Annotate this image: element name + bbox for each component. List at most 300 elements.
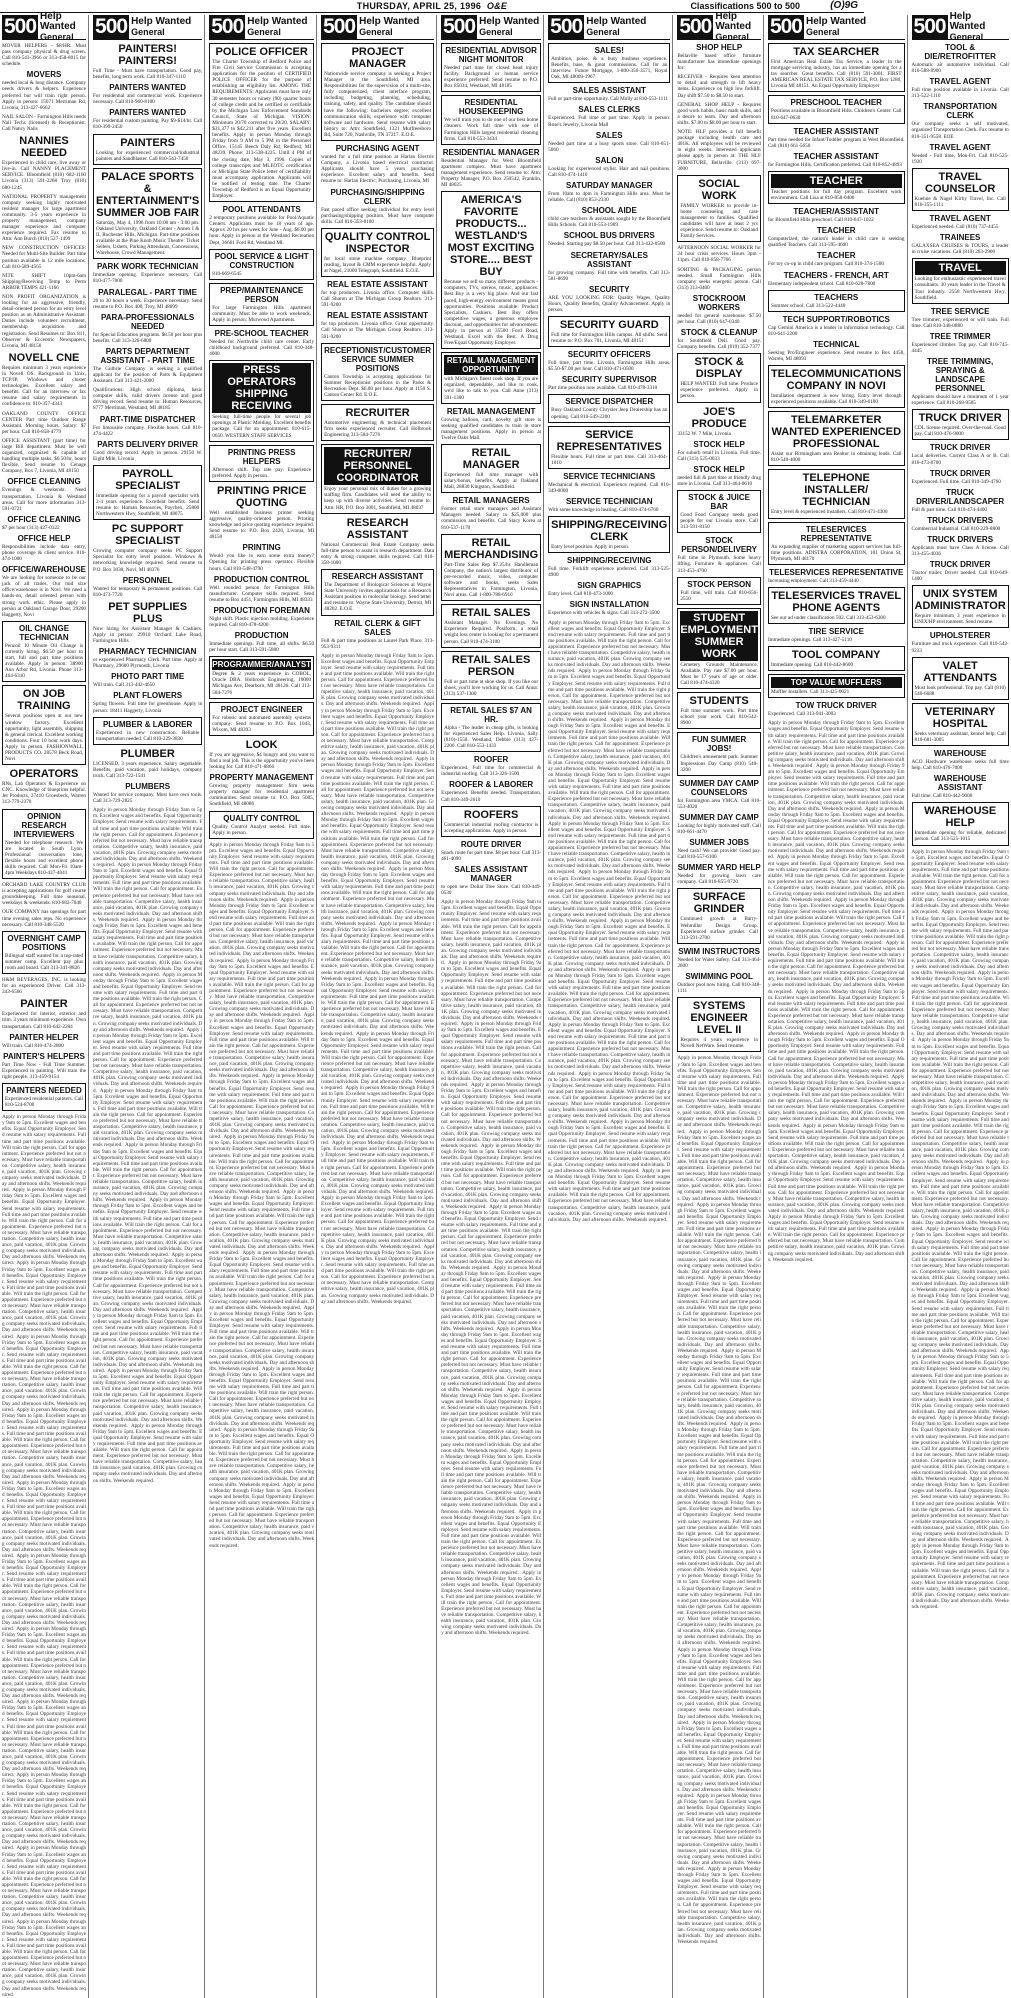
- ad-body: Seeking full-time people for several job openings at Plastic Molding. Excellent benefits package. Call for an appointment. 810-615-0650. WESTERN STAFF SERVICES: [212, 414, 312, 439]
- classified-ad: [321, 228, 434, 277]
- ad-body: for top producers. Livonia office. Great opportunity. Call Sharon at The Michigan Group Realtors. 313-591-9200: [321, 321, 435, 340]
- ad-body: Immediate openings. Full time, all shifts. $6.50 per hour start. Call 313-591-5800: [209, 641, 315, 654]
- classified-ad: [768, 271, 905, 287]
- ad-body: Well rounded person for Farmington Hills manufacturer. Computer skills required. Send resume to Box 4451, Farmington Hills, MI 48333: [209, 584, 315, 603]
- ad-body: The Charter Township of Redford Police and Fire Civil Service Commission is accepting applications for the position of CERTIFIED POLICE OFFICER for the purpose of establishing an eligibility list. AMONG THE REQUIREMENTS: Applicants must have only 30 semester hours or ninety (90) quarter hours of college credit and be certified or certifiable by the Michigan Law Enforcement Standards Council, State of Michigan. VISION: Minimum 20/70 corrected to 20/20. SALARY: $31,377 to $42,211 after five years. Excellent benefits. Apply in person Monday through Friday from 9 AM to 5 PM in the Personnel Office, 15145 Beech Daly Rd, Redford, MI 48239. Phone: 313-538-4225. Until 4 PM of the closing date, May 3, 1996. Copies of college transcripts and MLEOTC certification or Michigan State Police letter of certifiability must accompany application. Applicants will be notified of testing date. The Charter Township of Redford is an Equal Opportunity Employer.: [212, 59, 312, 200]
- ad-heading: PLUMBER & LABORER: [102, 719, 193, 729]
- classified-ad: [677, 353, 761, 402]
- banner-line2: General: [715, 32, 749, 42]
- ad-heading: TRANSPORTATION CLERK: [923, 102, 997, 121]
- ad-heading: PLANT FLOWERS: [113, 691, 183, 701]
- ad-heading: SALES: [595, 130, 623, 140]
- ad-body: OFFICE ASSISTANT (part time) for large Bill department. Must be well organized, organized & capable of handling multiple tasks. $6.50/hr, hours flexible. Send resume to Cenage Company, Box 7, Livonia, MI 48150: [2, 437, 87, 475]
- ad-body: RNs, Lab Operators & Experience on CNC. Knowledge of blueprints helpful. Jet Products, 27410 Groesbeck, Warren 313-779-2370: [2, 781, 87, 806]
- classified-ad: [93, 576, 202, 598]
- ad-heading: TEACHER: [816, 251, 856, 261]
- classified-ad: [209, 360, 314, 441]
- ad-heading: SECURITY OFFICERS: [567, 350, 651, 360]
- ad-heading: OPERATORS: [9, 768, 79, 781]
- ad-body: The Department of Biological Sciences at Wayne State University invites applications for a Research Assistant position in molecular biology. Send letter and resume to: Wayne State University, Detroit, MI 48202. E.O.E.: [324, 582, 432, 613]
- ad-body: Full time summer work. Part time school year work. Call 810-542-8900: [680, 708, 758, 727]
- ad-body: Automotive engineering & technical placement firm seeks experienced recruiter. Call Holbrook Engineering 313-584-7276: [324, 420, 432, 439]
- ad-body: Entry level. Call 810-473-1000: [548, 591, 614, 598]
- ad-heading: PAINTERS WANTED: [109, 83, 186, 93]
- classified-ad: [93, 313, 202, 344]
- banner-line1: Help Wanted: [40, 11, 76, 32]
- classified-ad: [209, 702, 314, 736]
- classified-ad: [677, 175, 761, 243]
- classified-ad: [93, 691, 202, 713]
- ad-body: 810-669-6545: [212, 270, 242, 277]
- classified-ad: [912, 535, 1009, 557]
- ad-body: Needed for Northville child care center. Early childhood background preferred. Call 810-348-4000: [209, 339, 315, 358]
- column-filler-text: Apply in person Monday through Friday 9am to 5pm. Excellent wages and benefits. Equal Opportunity Employer. Send resume with salary requirements. Full time and part time positions available. Will train the right person. Call for appointment. Experience preferred but not necessary. Must have reliable transportation. Competitive salary, health insurance, paid vacation, 401K plan. Growing company seeks motivated individuals. Day and afternoon shifts. Weekends required. Apply in person Monday through Friday 9am to 5pm. Excellent wages and benefits. Equal Opportunity Employer. Send resume with salary requirements. Full time and part time positions available. Will train the right person. Call for appointment. Experience preferred but not necessary. Must have reliable transportation. Competitive salary, health insurance, paid vacation, 401K plan. Growing company seeks motivated individuals. Day and afternoon shifts. Weekends required. Apply in person Monday through Friday 9am to 5pm. Excellent wages and benefits. Equal Opportunity Employer. Send resume with salary requirements. Full time and part time positions available. Will train the right person. Call for appointment. Experience preferred but not necessary. Must have reliable transportation. Competitive salary, health insurance, paid vacation, 401K plan. Growing company seeks motivated individuals. Day and afternoon shifts. Weekends required. Apply in person Monday through Friday 9am to 5pm. Excellent wages and benefits. Equal Opportunity Employer. Send resume with salary requirements. Full time and part time positions available. Will train the right person. Call for appointment. Experience preferred but not necessary. Must have reliable transportation. Competitive salary, health insurance, paid vacation, 401K plan. Growing company seeks motivated individuals. Day and afternoon shifts. Weekends required. Apply in person Monday through Friday 9am to 5pm. Excellent wages and benefits. Equal Opportunity Employer. Send resume with salary requirements. Full time and part time positions available. Will train the right person. Call for appointment. Experience preferred but not necessary. Must have reliable transportation. Competitive salary, health insurance, paid vacation, 401K plan. Growing company seeks motivated individuals. Day and afternoon shifts. Weekends required. Apply in person Monday through Friday 9am to 5pm. Excellent wages and benefits. Equal Opportunity Employer. Send resume with salary requirements. Full time and part time positions available. Will train the right person. Call for appointment. Experience preferred but not necessary. Must have reliable transportation. Competitive salary, health insurance, paid vacation, 401K plan. Growing company seeks motivated individuals. Day and afternoon shifts. Weekends required. Apply in person Monday through Friday 9am to 5pm. Excellent wages and benefits. Equal Opportunity Employer. Send resume with salary requirements. Full time and part time positions available. Will train the right person. Call for appointment. Experience preferred but not necessary. Must have reliable transportation. Competitive salary, health insurance, paid vacation, 401K plan. Growing company seeks motivated individuals. Day and afternoon shifts. Weekends required. Apply in person Monday through Friday 9am to 5pm. Excellent wages and benefits. Equal Opportunity Employer. Send resume with salary requirements. Full time and part time positions available. Will train the right person. Call for appointment. Experience preferred but not necessary. Must have reliable transportation. Competitive salary, health insurance, paid vacation, 401K plan. Growing company seeks motivated individuals. Day and afternoon shifts. Weekends required. Apply in person Monday through Friday 9am to 5pm. Excellent wages and benefits. Equal Opportunity Employer. Send resume with salary requirements. Full time and part time positions available. Will train the right person. Call for appointment. Experience preferred but not necessary. Must have reliable transportation. Competitive salary, health insurance, paid vacation, 401K plan. Growing company seeks motivated individuals. Day and afternoon shifts. Weekends required. Apply in person Monday through Friday 9am to 5pm. Excellent wages and benefits. Equal Opportunity Employer. Send resume with salary requirements. Full time and part time positions available. Will train the right person. Call for appointment. Experience preferred but not necessary. Must have reliable transportation. Competitive salary, health insurance, paid vacation, 401K plan. Growing company seeks motivated individuals. Day and afternoon shifts. Weekends required. Apply in person Monday through Friday 9am to 5pm. Excellent wages and benefits. Equal Opportunity Employer. Send resume with salary requirements. Full time and part time positions available. Will train the right person. Call for appointment. Experience preferred but not necessary. Must have reliable transportation. Competitive salary, health insurance, paid vacation, 401K plan. Growing company seeks motivated individuals. Day and afternoon shifts. Weekends required. Apply in person Monday through Friday 9am to 5pm. Excellent wages and benefits. Equal Opportunity Employer. Send resume with salary requirements. Full time and part time positions available. Will train the right person. Call for appointment. Experience preferred but not necessary. Must have reliable transportation. Competitive salary, health insurance, paid vacation, 401K plan. Growing company seeks motivated individuals. Day and afternoon shifts. Weekends required.: [911, 848, 1011, 1611]
- banner-line1: Help Wanted: [247, 16, 308, 27]
- classified-ad: [209, 739, 314, 770]
- ad-body: Requires minimum 3 years experience in Novell OS. Background in Unix, TCP/IP, Windows and cluster technologies. Excellent salary and benefits. Call for an interview or fax resume and salary requirements in confidence to: 810-357-4343: [2, 364, 87, 408]
- ad-body: Full or part time at shoe shop. If you like our shoes, you'll love working for us. Call Anna: (313) 537-1300: [444, 678, 539, 697]
- ad-body: Experienced for interior, exterior and trim. 3 years minimum experience. Own transportation. Call 810-642-2284: [2, 1011, 87, 1030]
- ad-body: Former retail store managers and Assistant Managers needed. Salary to $25,000 plus commission and benefits. Call Stacy Korea at 810-537-1170: [441, 506, 542, 531]
- ad-body: Our company seeks a self motivated, organized Transportation Clerk. Fax resume to 810-351-9558. EOE: [911, 121, 1009, 140]
- ad-body: Requires 4 years experience in Novell NetWare. Send resume.: [680, 1037, 758, 1050]
- ad-heading: SHOP HELP: [696, 43, 743, 52]
- ad-body: for growing company. Full time with benefits. Call 313-581-8690: [548, 269, 671, 282]
- classified-ad: [209, 329, 314, 357]
- classified-ad: [548, 43, 670, 83]
- ad-body: Evenings & weekends. Need transportation. Livonia & Westland areas. Call for more information 313-591-0721: [2, 487, 87, 512]
- ad-heading: PLUMBERS: [125, 782, 171, 792]
- ad-body: Experienced. Full time or part time. Apply in person: Rose's Jewelry, Livonia Mall: [548, 115, 671, 128]
- banner-number: 500: [323, 15, 356, 38]
- ad-body: Full Time - Must have transportation. Good pay, benefits, long term work. Call 810-347-1110: [93, 68, 203, 81]
- ad-heading: PART-TIME DISPATCHER: [99, 414, 196, 424]
- banner-number: 500: [769, 15, 802, 38]
- ad-heading: RETAIL MANAGERS: [452, 496, 530, 506]
- ad-body: to open new Dollar Tree Store. Call 810-449-0530: [441, 884, 542, 897]
- ad-body: $7 per hour (313) 427-0322: [2, 524, 60, 531]
- classified-ad: [912, 143, 1009, 165]
- paper-name: O&E: [486, 1, 508, 11]
- classified-ad: [912, 43, 1009, 74]
- ad-heading: QUALITY CONTROL: [223, 813, 301, 823]
- section-banner: [677, 11, 761, 42]
- ad-body: Cemetery Grounds Maintenance. Available. Pay rate $7.00 per hour. Must be 17 years of age or older. Call 810-474-4320: [680, 661, 758, 687]
- ad-heading: PARTS DEPARTMENT ASSISTANT - PART TIME: [100, 346, 195, 365]
- classified-ad: [93, 782, 202, 804]
- classified-ad: [441, 780, 541, 802]
- classified-ad: [209, 43, 314, 202]
- ad-heading: PALACE SPORTS & ENTERTAINMENT'S SUMMER JOB FAIR: [96, 170, 200, 219]
- ad-body: for local stone machine company. Blueprint reading, layout & CMM experience helpful. Apply at Nagel, 21000 Telegraph, Southfield. E.O.E.: [324, 255, 432, 274]
- classified-ad: [441, 95, 541, 144]
- classified-ad: [2, 534, 86, 562]
- classified-ad: [912, 585, 1009, 628]
- classified-ad: [912, 332, 1009, 354]
- ad-body: Immediate opening for a payroll specialist with 2-4 years experience. Excellent benefits. Send resume to: Human Resources, Paychex, 25800 Northwestern Hwy, Southfield, MI 48075: [96, 492, 200, 518]
- column-filler-text: Apply in person Monday through Friday 9am to 5pm. Excellent wages and benefits. Equal Opportunity Employer. Send resume with salary requirements. Full time and part time positions available. Will train the right person. Call for appointment. Experience preferred but not necessary. Must have reliable transportation. Competitive salary, health insurance, paid vacation, 401K plan. Growing company seeks motivated individuals. Day and afternoon shifts. Weekends required. Apply in person Monday through Friday 9am to 5pm. Excellent wages and benefits. Equal Opportunity Employer. Send resume with salary requirements. Full time and part time positions available. Will train the right person. Call for appointment. Experience preferred but not necessary. Must have reliable transportation. Competitive salary, health insurance, paid vacation, 401K plan. Growing company seeks motivated individuals. Day and afternoon shifts. Weekends required. Apply in person Monday through Friday 9am to 5pm. Excellent wages and benefits. Equal Opportunity Employer. Send resume with salary requirements. Full time and part time positions available. Will train the right person. Call for appointment. Experience preferred but not necessary. Must have reliable transportation. Competitive salary, health insurance, paid vacation, 401K plan. Growing company seeks motivated individuals. Day and afternoon shifts. Weekends required. Apply in person Monday through Friday 9am to 5pm. Excellent wages and benefits. Equal Opportunity Employer. Send resume with salary requirements. Full time and part time positions available. Will train the right person. Call for appointment. Experience preferred but not necessary. Must have reliable transportation. Competitive salary, health insurance, paid vacation, 401K plan. Growing company seeks motivated individuals. Day and afternoon shifts. Weekends required. Apply in person Monday through Friday 9am to 5pm. Excellent wages and benefits. Equal Opportunity Employer. Send resume with salary requirements. Full time and part time positions available. Will train the right person. Call for appointment. Experience preferred but not necessary. Must have reliable transportation. Competitive salary, health insurance, paid vacation, 401K plan. Growing company seeks motivated individuals. Day and afternoon shifts. Weekends required. Apply in person Monday through Friday 9am to 5pm. Excellent wages and benefits. Equal Opportunity Employer. Send resume with salary requirements. Full time and part time positions available. Will train the right person. Call for appointment. Experience preferred but not necessary. Must have reliable transportation. Competitive salary, health insurance, paid vacation, 401K plan. Growing company seeks motivated individuals. Day and afternoon shifts. Weekends required. Apply in person Monday through Friday 9am to 5pm. Excellent wages and benefits. Equal Opportunity Employer. Send resume with salary requirements. Full time and part time positions available. Will train the right person. Call for appointment. Experience preferred but not necessary. Must have reliable transportation. Competitive salary, health insurance, paid vacation, 401K plan. Growing company seeks motivated individuals. Day and afternoon shifts. Weekends required. Apply in person Monday through Friday 9am to 5pm. Excellent wages and benefits. Equal Opportunity Employer. Send resume with salary requirements. Full time and part time positions available. Will train the right person. Call for appointment. Experience preferred but not necessary. Must have reliable transportation. Competitive salary, health insurance, paid vacation, 401K plan. Growing company seeks motivated individuals. Day and afternoon shifts. Weekends required. Apply in person Monday through Friday 9am to 5pm. Excellent wages and benefits. Equal Opportunity Employer. Send resume with salary requirements. Full time and part time positions available. Will train the right person. Call for appointment. Experience preferred but not necessary. Must have reliable transportation. Competitive salary, health insurance, paid vacation, 401K plan. Growing company seeks motivated individuals. Day and afternoon shifts. Weekends required. Apply in person Monday through Friday 9am to 5pm. Excellent wages and benefits. Equal Opportunity Employer. Send resume with salary requirements. Full time and part time positions available. Will train the right person. Call for appointment. Experience preferred but not necessary. Must have reliable transportation. Competitive salary, health insurance, paid vacation, 401K plan. Growing company seeks motivated individuals. Day and afternoon shifts. Weekends required. Apply in person Monday through Friday 9am to 5pm. Excellent wages and benefits. Equal Opportunity Employer. Send resume with salary requirements. Full time and part time positions available. Will train the right person. Call for appointment. Experience preferred but not necessary. Must have reliable transportation. Competitive salary, health insurance, paid vacation, 401K plan. Growing company seeks motivated individuals. Day and afternoon shifts. Weekends required. Apply in person Monday through Friday 9am to 5pm. Excellent wages and benefits. Equal Opportunity Employer. Send resume with salary requirements. Full time and part time positions available. Will train the right person. Call for appointment. Experience preferred but not necessary. Must have reliable transportation. Competitive salary, health insurance, paid vacation, 401K plan. Growing company seeks motivated individuals. Day and afternoon shifts. Weekends required.: [767, 720, 908, 1263]
- ad-body: Good Food Company needs good people for our Livonia store. Call 313-591-8150: [680, 512, 758, 531]
- ad-body: 2 temporary positions available for Pool/Aquatic Centers. Applicants must be 18 years of age. Approx 20 hrs per week for June - Aug. $6.00 per hour. Apply in person at the Westland Recreation Dept, 36601 Ford Rd, Westland MI.: [209, 215, 315, 246]
- classified-ad: [93, 465, 202, 520]
- ad-body: For large Farmington Hills apartment community. Must be able to work weekends. Apply in person: Murwood Apartments.: [212, 304, 312, 323]
- ad-heading: OFFICE/WAREHOUSE: [2, 565, 87, 575]
- ad-body: for top producers. Livonia office. Computer skills. Call Sharon at The Michigan Group Realtors. 313-591-9200: [321, 290, 435, 309]
- ad-heading: TRUCK DRIVER: [929, 443, 991, 453]
- ad-heading: RETAIL MANAGEMENT: [446, 406, 536, 416]
- ad-body: Well established business printer seeking aggressive, quality-oriented person. Printing knowledge and price quoting experience required. Send resume to: P.O. Box 2420, Livonia, MI 48150: [209, 509, 315, 541]
- classified-ad: [2, 70, 86, 110]
- ad-body: Full time, part time. Livonia, Farmington Hills areas. $5.50-$7.00 per hour. Call 810-471-0500: [548, 360, 671, 373]
- column-filler-text: Apply in person Monday through Friday 9am to 5pm. Excellent wages and benefits. Equal Opportunity Employer. Send resume with salary requirements. Full time and part time positions available. Will train the right person. Call for appointment. Experience preferred but not necessary. Must have reliable transportation. Competitive salary, health insurance, paid vacation, 401K plan. Growing company seeks motivated individuals. Day and afternoon shifts. Weekends required. Apply in person Monday through Friday 9am to 5pm. Excellent wages and benefits. Equal Opportunity Employer. Send resume with salary requirements. Full time and part time positions available. Will train the right person. Call for appointment. Experience preferred but not necessary. Must have reliable transportation. Competitive salary, health insurance, paid vacation, 401K plan. Growing company seeks motivated individuals. Day and afternoon shifts. Weekends required. Apply in person Monday through Friday 9am to 5pm. Excellent wages and benefits. Equal Opportunity Employer. Send resume with salary requirements. Full time and part time positions available. Will train the right person. Call for appointment. Experience preferred but not necessary. Must have reliable transportation. Competitive salary, health insurance, paid vacation, 401K plan. Growing company seeks motivated individuals. Day and afternoon shifts. Weekends required. Apply in person Monday through Friday 9am to 5pm. Excellent wages and benefits. Equal Opportunity Employer. Send resume with salary requirements. Full time and part time positions available. Will train the right person. Call for appointment. Experience preferred but not necessary. Must have reliable transportation. Competitive salary, health insurance, paid vacation, 401K plan. Growing company seeks motivated individuals. Day and afternoon shifts. Weekends required. Apply in person Monday through Friday 9am to 5pm. Excellent wages and benefits. Equal Opportunity Employer. Send resume with salary requirements. Full time and part time positions available. Will train the right person. Call for appointment. Experience preferred but not necessary. Must have reliable transportation. Competitive salary, health insurance, paid vacation, 401K plan. Growing company seeks motivated individuals. Day and afternoon shifts. Weekends required. Apply in person Monday through Friday 9am to 5pm. Excellent wages and benefits. Equal Opportunity Employer. Send resume with salary requirements. Full time and part time positions available. Will train the right person. Call for appointment. Experience preferred but not necessary. Must have reliable transportation. Competitive salary, health insurance, paid vacation, 401K plan. Growing company seeks motivated individuals. Day and afternoon shifts. Weekends required. Apply in person Monday through Friday 9am to 5pm. Excellent wages and benefits. Equal Opportunity Employer. Send resume with salary requirements. Full time and part time positions available. Will train the right person. Call for appointment. Experience preferred but not necessary. Must have reliable transportation. Competitive salary, health insurance, paid vacation, 401K plan. Growing company seeks motivated individuals. Day and afternoon shifts. Weekends required. Apply in person Monday through Friday 9am to 5pm. Excellent wages and benefits. Equal Opportunity Employer. Send resume with salary requirements. Full time and part time positions available. Will train the right person. Call for appointment. Experience preferred but not necessary. Must have reliable transportation. Competitive salary, health insurance, paid vacation, 401K plan. Growing company seeks motivated individuals. Day and afternoon shifts. Weekends required. Apply in person Monday through Friday 9am to 5pm. Excellent wages and benefits. Equal Opportunity Employer. Send resume with salary requirements. Full time and part time positions available. Will train the right person. Call for appointment. Experience preferred but not necessary. Must have reliable transportation. Competitive salary, health insurance, paid vacation, 401K plan. Growing company seeks motivated individuals. Day and afternoon shifts. Weekends required. Apply in person Monday through Friday 9am to 5pm. Excellent wages and benefits. Equal Opportunity Employer. Send resume with salary requirements. Full time and part time positions available. Will train the right person. Call for appointment. Experience preferred but not necessary. Must have reliable transportation. Competitive salary, health insurance, paid vacation, 401K plan. Growing company seeks motivated individuals. Day and afternoon shifts. Weekends required. Apply in person Monday through Friday 9am to 5pm. Excellent wages and benefits. Equal Opportunity Employer. Send resume with salary requirements. Full time and part time positions available. Will train the right person. Call for appointment. Experience preferred but not necessary. Must have reliable transportation. Competitive salary, health insurance, paid vacation, 401K plan. Growing company seeks motivated individuals. Day and afternoon shifts. Weekends required. Apply in person Monday through Friday 9am to 5pm. Excellent wages and benefits. Equal Opportunity Employer. Send resume with salary requirements. Full time and part time positions available. Will train the right person. Call for appointment. Experience preferred but not necessary. Must have reliable transportation. Competitive salary, health insurance, paid vacation, 401K plan. Growing company seeks motivated individuals. Day and afternoon shifts. Weekends required.: [93, 807, 204, 1484]
- ad-heading: PAYROLL SPECIALIST: [115, 467, 181, 492]
- banner-number: 500: [211, 15, 244, 38]
- banner-line2: General: [40, 32, 74, 42]
- ad-body: For limousine company. Flexible hours. Call 810-474-4422: [93, 424, 203, 437]
- ad-body: Needed part time for closed head injury facility. Background or human service experience preferred. Send resume to P.O. Box 85034, Westland, MI 48185: [444, 65, 539, 90]
- ad-body: Needed. Starting pay $8.50 per hour. Call 313-422-0500: [548, 241, 666, 248]
- ad-body: We are looking for someone to be our jack of all trades. Our mid size office/warehouse is in Novi. We need a hands-on, detail oriented person with strong work ethic. Please apply in person at Oakland Garage Door, 29200 Haggerty, Novi: [2, 575, 87, 618]
- ad-body: Increasing employment. Call 313-459-4440: [767, 577, 859, 584]
- classified-ad: [677, 129, 761, 172]
- banner-number: 500: [95, 15, 128, 38]
- ad-body: NATIONAL PROPERTY management company seeking highly motivated resident manager for large apartment community. 3-5 years experience in property management, company manager experience and computer experience required. Fax resume to Attn: Ann Burch (810) 527-1499: [2, 193, 87, 243]
- ad-body: An expanding supplier of marketing support services has full-time positions. ADISTRA CORPORATION, 101 Union St, Plymouth, MI 48170: [770, 543, 902, 562]
- ad-body: Needed for Water Safety. Call 313-464-2600: [677, 956, 761, 969]
- classified-ad: [768, 171, 905, 204]
- classified-ad: [441, 703, 541, 752]
- ad-body: for Special Education programs. $8.50 per hour plus benefits. Call 313-326-6800: [93, 331, 203, 344]
- classified-ad: [2, 43, 86, 67]
- classified-columns: [2, 11, 1011, 1998]
- ad-heading: WAREHOUSE HELP: [924, 805, 997, 830]
- ad-body: Immediate opening for reliable, dedicated person. Call 313-525-1015: [914, 830, 1006, 843]
- banner-line2: General: [949, 32, 984, 42]
- classified-ad: [677, 972, 761, 994]
- ad-body: Assist our Birmingham area Realtor in obtaining leads. Call 810-540-4000: [770, 451, 902, 464]
- ad-heading: TRAVEL COUNSELOR: [925, 170, 996, 195]
- page-code: (O)9G: [830, 0, 858, 11]
- ad-heading: ROOFER & LABORER: [449, 780, 534, 790]
- classified-ad: [768, 646, 905, 671]
- ad-heading: SALES CLERKS: [578, 105, 641, 115]
- classified-ad: [768, 207, 905, 223]
- classified-ad: [768, 251, 905, 267]
- classified-ad: [321, 280, 434, 308]
- ad-body: Children's amusement park. Summer Impressions Day Camp (810) 540-3200: [680, 754, 758, 773]
- ad-heading: PHOTO PART TIME: [111, 672, 185, 682]
- classified-column: [93, 15, 205, 1998]
- banner-line2: General: [479, 27, 513, 37]
- classified-ad: [441, 148, 541, 188]
- ad-body: Tree trimmer, experienced or will train. Full time. Call 810-348-0880: [911, 316, 1009, 329]
- classified-ad: [2, 685, 86, 765]
- classified-ad: [677, 692, 761, 729]
- ad-body: With some knowledge in heating. Call 810-474-6760: [548, 507, 659, 513]
- ad-heading: TECH SUPPORT/ROBOTICS: [782, 314, 890, 324]
- ad-heading: TIRE SERVICE: [808, 627, 864, 636]
- ad-body: 33152 W. 7 Mile, Livonia: [677, 430, 731, 437]
- ad-body: Ambition, poise. & a busy business experience. Benefits, base, & great commissions. Call for an interview. Future Mortgage, 1-800-356-3571, Royal Oak, MI 48069-1967: [551, 56, 668, 81]
- ad-heading: OVERNIGHT CAMP POSITIONS: [7, 933, 81, 952]
- ad-heading: TEACHER ASSISTANT: [793, 126, 879, 136]
- ad-heading: PAINTER'S HELPERS: [3, 1051, 85, 1061]
- section-banner: [321, 15, 434, 40]
- ad-body: Bilingual staff wanted for a top-rated summer camp. Excellent pay plus room and board. Call 313-341-8826: [5, 952, 84, 971]
- ad-heading: PRODUCTION: [234, 631, 289, 641]
- ad-body: SORTING & PACKAGING person needed. Small Farmington Hills company seeks energetic person. Call (313) 313-0400: [677, 266, 761, 291]
- banner-label: [948, 11, 1009, 42]
- classified-ad: [548, 181, 670, 203]
- classified-ad: [2, 1033, 86, 1049]
- classified-ad: [912, 749, 1009, 771]
- ad-body: child care teachers & assistants sought by the Bloomfield Hills Schools. Call 810-553-1909: [548, 216, 671, 229]
- ad-body: OAKLAND COUNTY OFFICE CENTER Part time Outdoor Range Assistant. Morning hours. Salary: $7 per hour. Call 810-858-4779: [2, 410, 87, 435]
- classified-ad: [209, 811, 314, 839]
- ad-body: Good driving record. Apply in person. 29150 W. Eight Mile, Livonia: [93, 449, 203, 462]
- ad-heading: SUMMER JOBS: [689, 838, 749, 848]
- ad-heading: STOCK PERSON/DELIVERY: [681, 536, 757, 555]
- banner-line1: Help Wanted: [949, 11, 986, 32]
- ad-heading: PAINTERS WANTED: [109, 108, 186, 118]
- ad-body: Now hiring for Assistant Manager & Cashiers. Apply in person: 29910 Orchard Lake Road, Farmington Hills: [93, 625, 203, 645]
- ad-body: Canton Township is accepting applications for Summer Receptionist positions in the Parks & Recreation Dept. $6.00 per hour. Apply at 1150 S. Canton Center Rd. E.O.E.: [324, 373, 432, 398]
- ad-body: Full & part time positions at Laurel Park Place. 313-953-9311: [321, 637, 435, 650]
- classified-ad: [441, 865, 541, 896]
- classified-ad: [912, 516, 1009, 532]
- ad-body: RECEIVER - Requires keen attention to detail and strength to lift heavy items. Experience on high low forklift. Day shift $7.50 to $8.50 to start.: [677, 74, 761, 99]
- ad-body: Wanted for temporary & permanent positions. Call 810-473-7720: [93, 585, 203, 598]
- classified-ad: [321, 311, 434, 339]
- classified-ad: [912, 703, 1009, 746]
- banner-number: 500: [913, 15, 946, 38]
- ad-heading: SERVICE TECHNICIAN: [565, 497, 653, 506]
- classified-ad: [768, 587, 905, 624]
- classified-ad: [768, 95, 905, 123]
- classified-ad: [912, 357, 1009, 406]
- ad-heading: TEACHER: [816, 226, 856, 236]
- classified-ad: [548, 231, 670, 247]
- classified-ad: [321, 517, 434, 566]
- banner-line2: General: [359, 27, 393, 37]
- ad-body: From 10am to 4pm in Farmington Hills area. Must be reliable. Call (810) 853-2330: [548, 191, 671, 204]
- classified-ad: [677, 43, 761, 71]
- classified-ad: [768, 522, 905, 565]
- classified-column: [209, 15, 317, 1998]
- ad-body: Experienced. Benefits needed. Transportation. Call 810-349-2610: [441, 790, 542, 803]
- classified-ad: [912, 774, 1009, 799]
- classified-ad: [912, 631, 1009, 653]
- classified-ad: [768, 226, 905, 248]
- ad-body: Applicants must have Class A license. Call 313-455-4036: [911, 544, 1009, 557]
- ad-body: National Commercial Real Estate Company seeks full-time person to assist in research department. Data entry & strong computer skills required. Call 810-358-1000: [321, 541, 435, 566]
- classified-ad: [912, 469, 1009, 485]
- ad-body: NOTE: HLF provides a full benefit package including health care and 401K. All employees will be reviewed in eight weeks. Interested applicants please apply in person at: THE HLF FURNITURE, Bellaville. (313) 697-3000: [677, 129, 761, 172]
- classified-ad: [768, 469, 905, 518]
- classified-ad: [677, 813, 761, 835]
- ad-body: Quality Control Analyst needed. Full time. Apply in person.: [212, 823, 312, 836]
- classified-ad: [93, 748, 202, 779]
- ad-heading: TRAVEL AGENT: [929, 214, 991, 224]
- ad-heading: NOVELL CNE: [8, 351, 80, 364]
- ad-heading: SWIMMING POOL: [685, 972, 753, 982]
- classified-ad: [677, 997, 761, 1052]
- section-banner: [441, 15, 541, 40]
- ad-body: Will train. Call 313-442-4650: [93, 682, 155, 689]
- section-banner: [2, 11, 86, 42]
- ad-heading: TRAVEL: [915, 261, 1006, 275]
- ad-body: for Farmington area YMCA. Call 810-553-4020: [677, 797, 761, 810]
- banner-number: 500: [550, 15, 583, 38]
- ad-heading: TEACHER/ASSISTANT: [793, 207, 880, 217]
- ad-body: HELP WANTED. Full time. Produce experience preferred. Apply in person.: [680, 381, 758, 400]
- ad-heading: PURCHASING/SHIPPING CLERK: [330, 187, 425, 206]
- ad-heading: PHARMACY TECHNICIAN: [98, 647, 197, 657]
- column-filler-text: Apply in person Monday through Friday 9am to 5pm. Excellent wages and benefits. Equal Opportunity Employer. Send resume with salary requirements. Full time and part time positions available. Will train the right person. Call for appointment. Experience preferred but not necessary. Must have reliable transportation. Competitive salary, health insurance, paid vacation, 401K plan. Growing company seeks motivated individuals. Day and afternoon shifts. Weekends required. Apply in person Monday through Friday 9am to 5pm. Excellent wages and benefits. Equal Opportunity Employer. Send resume with salary requirements. Full time and part time positions available. Will train the right person. Call for appointment. Experience preferred but not necessary. Must have reliable transportation. Competitive salary, health insurance, paid vacation, 401K plan. Growing company seeks motivated individuals. Day and afternoon shifts. Weekends required. Apply in person Monday through Friday 9am to 5pm. Excellent wages and benefits. Equal Opportunity Employer. Send resume with salary requirements. Full time and part time positions available. Will train the right person. Call for appointment. Experience preferred but not necessary. Must have reliable transportation. Competitive salary, health insurance, paid vacation, 401K plan. Growing company seeks motivated individuals. Day and afternoon shifts. Weekends required. Apply in person Monday through Friday 9am to 5pm. Excellent wages and benefits. Equal Opportunity Employer. Send resume with salary requirements. Full time and part time positions available. Will train the right person. Call for appointment. Experience preferred but not necessary. Must have reliable transportation. Competitive salary, health insurance, paid vacation, 401K plan. Growing company seeks motivated individuals. Day and afternoon shifts. Weekends required. Apply in person Monday through Friday 9am to 5pm. Excellent wages and benefits. Equal Opportunity Employer. Send resume with salary requirements. Full time and part time positions available. Will train the right person. Call for appointment. Experience preferred but not necessary. Must have reliable transportation. Competitive salary, health insurance, paid vacation, 401K plan. Growing company seeks motivated individuals. Day and afternoon shifts. Weekends required. Apply in person Monday through Friday 9am to 5pm. Excellent wages and benefits. Equal Opportunity Employer. Send resume with salary requirements. Full time and part time positions available. Will train the right person. Call for appointment. Experience preferred but not necessary. Must have reliable transportation. Competitive salary, health insurance, paid vacation, 401K plan. Growing company seeks motivated individuals. Day and afternoon shifts. Weekends required. Apply in person Monday through Friday 9am to 5pm. Excellent wages and benefits. Equal Opportunity Employer. Send resume with salary requirements. Full time and part time positions available. Will train the right person. Call for appointment. Experience preferred but not necessary. Must have reliable transportation. Competitive salary, health insurance, paid vacation, 401K plan. Growing company seeks motivated individuals. Day and afternoon shifts. Weekends required. Apply in person Monday through Friday 9am to 5pm. Excellent wages and benefits. Equal Opportunity Employer. Send resume with salary requirements. Full time and part time positions available. Will train the right person. Call for appointment. Experience preferred but not necessary. Must have reliable transportation. Competitive salary, health insurance, paid vacation, 401K plan. Growing company seeks motivated individuals. Day and afternoon shifts. Weekends required. Apply in person Monday through Friday 9am to 5pm. Excellent wages and benefits. Equal Opportunity Employer. Send resume with salary requirements. Full time and part time positions available. Will train the right person. Call for appointment. Experience preferred but not necessary. Must have reliable transportation. Competitive salary, health insurance, paid vacation, 401K plan. Growing company seeks motivated individuals. Day and afternoon shifts. Weekends required. Apply in person Monday through Friday 9am to 5pm. Excellent wages and benefits. Equal Opportunity Employer. Send resume with salary requirements. Full time and part time positions available. Will train the right person. Call for appointment. Experience preferred but not necessary. Must have reliable transportation. Competitive salary, health insurance, paid vacation, 401K plan. Growing company seeks motivated individuals. Day and afternoon shifts. Weekends required. Apply in person Monday through Friday 9am to 5pm. Excellent wages and benefits. Equal Opportunity Employer. Send resume with salary requirements. Full time and part time positions available. Will train the right person. Call for appointment. Experience preferred but not necessary. Must have reliable transportation. Competitive salary, health insurance, paid vacation, 401K plan. Growing company seeks motivated individuals. Day and afternoon shifts. Weekends required. Apply in person Monday through Friday 9am to 5pm. Excellent wages and benefits. Equal Opportunity Employer. Send resume with salary requirements. Full time and part time positions available. Will train the right person. Call for appointment. Experience preferred but not necessary. Must have reliable transportation. Competitive salary, health insurance, paid vacation, 401K plan. Growing company seeks motivated individuals. Day and afternoon shifts. Weekends required.: [2, 1114, 88, 1998]
- ad-body: Experienced climber. Top pay. Call 810-745-4445: [911, 341, 1009, 354]
- ad-body: Immediate opening. Experience necessary. Call 810-477-7000: [93, 272, 203, 285]
- ad-heading: REAL ESTATE ASSISTANT: [327, 280, 429, 290]
- ad-body: We will train you to do one of our best home cleaners. Work full time with one of Farmington Hills largest residential cleaning firms. Call 810-553-3434: [444, 117, 539, 142]
- classified-ad: [912, 258, 1009, 303]
- banner-line2: General: [586, 27, 620, 37]
- ad-body: Responsibilities include data entry, phone coverage & client service. 810-474-1000: [2, 543, 87, 563]
- ad-body: Part Time Now - Full Time Summer. Experienced in painting. Will train the right people. 313-459-9154: [2, 1061, 87, 1080]
- ad-heading: PAINTERS! PAINTERS!: [118, 43, 177, 67]
- classified-ad: [209, 606, 314, 628]
- ad-heading: SOCIAL WORK: [698, 177, 740, 202]
- ad-heading: TEACHER: [771, 174, 902, 188]
- ad-heading: TECHNICAL: [813, 339, 860, 349]
- classified-ad: [768, 411, 905, 466]
- classified-ad: [93, 108, 202, 130]
- classified-column: [2, 11, 89, 1998]
- classified-ad: [548, 581, 670, 597]
- ad-body: Seeking Pro/Engineer experience. Send resume to Box 4458, Warren, MI 48093: [767, 349, 905, 362]
- classified-ad: [548, 285, 670, 313]
- ad-heading: STUDENTS: [689, 695, 749, 708]
- ad-heading: TELEPHONE INSTALLER/ TECHNICIAN: [802, 472, 871, 509]
- classified-ad: [2, 114, 86, 132]
- ad-body: ACO Hardware warehouse seeks full time help. Call 810-476-7000: [911, 759, 1009, 772]
- classified-ad: [93, 415, 202, 437]
- ad-body: Bellaville based office furniture manufacturer has immediate openings for:: [677, 53, 761, 72]
- ad-body: Looking for highly motivated staff. Call 810-661-4470: [677, 822, 761, 835]
- banner-line1: Help Wanted: [715, 11, 752, 32]
- classified-ad: [2, 273, 86, 291]
- ad-heading: PRINTING: [242, 543, 281, 553]
- classified-ad: [768, 127, 905, 149]
- ad-heading: SERVICE DISPATCHER: [565, 397, 654, 407]
- classified-ad: [209, 543, 314, 571]
- classified-column: [768, 15, 908, 1998]
- ad-body: Cap Gemini America is a leader in information technology. Call 810-641-2200: [767, 324, 905, 337]
- ad-body: CDL license required. Over-the-road. Good pay. Call 810-476-9000: [914, 425, 1006, 438]
- ad-heading: TREE SERVICE: [930, 306, 990, 316]
- banner-number: 500: [4, 15, 37, 38]
- classified-ad: [93, 43, 202, 80]
- ad-body: Experienced in child care, live away or live-in. Call NANNY PLACEMENT SERVICE. Bloomfield (810) 682-1160 Livonia (313) 591-2268 Troy (810) 680-1245: [2, 160, 87, 191]
- ad-heading: SCHOOL BUS DRIVERS: [563, 231, 655, 241]
- ad-heading: TEACHERS: [814, 292, 859, 302]
- classified-ad: [441, 444, 541, 493]
- classified-ad: [677, 490, 761, 533]
- ad-heading: STOCK & CLEANUP: [680, 328, 758, 338]
- ad-body: Outdoor pool now hiring. Call 810-348-1111: [677, 982, 761, 995]
- ad-body: Experienced. Full time. Call 810-349-4760: [911, 478, 1001, 485]
- ad-heading: RETAIL SALES $7 AN HR.: [450, 705, 532, 724]
- ad-heading: TRAINEES: [939, 233, 981, 243]
- ad-body: Assistant Manager. No Evenings. No Experience Required. Posiform, a retail weight loss center is looking for a permanent person. Call 810-474-3100: [444, 620, 539, 645]
- ad-heading: PARTS DELIVERY DRIVER: [97, 439, 199, 449]
- ad-heading: QUALITY CONTROL INSPECTOR: [324, 230, 431, 255]
- classified-ad: [2, 438, 86, 475]
- ad-heading: PERSONNEL: [122, 575, 173, 585]
- ad-body: Continued growth at Barry-Wehmiller Design Group. Experienced surface grinder. Call 313-591-2700: [680, 916, 758, 941]
- classified-ad: [441, 806, 541, 837]
- classified-ad: [2, 411, 86, 435]
- ad-heading: RETAIL MANAGER: [462, 447, 520, 471]
- ad-heading: POOL ATTENDANTS: [222, 205, 301, 215]
- ad-body: for Bloomfield Hills preschool. Call 810-647-1022: [767, 217, 874, 224]
- classified-ad: [441, 755, 541, 777]
- classified-ad: [677, 779, 761, 810]
- ad-heading: SYSTEMS ENGINEER LEVEL II: [690, 1000, 748, 1037]
- column-filler-text: Apply in person Monday through Friday 9am to 5pm. Excellent wages and benefits. Equal Opportunity Employer. Send resume with salary requirements. Full time and part time positions available. Will train the right person. Call for appointment. Experience preferred but not necessary. Must have reliable transportation. Competitive salary, health insurance, paid vacation, 401K plan. Growing company seeks motivated individuals. Day and afternoon shifts. Weekends required. Apply in person Monday through Friday 9am to 5pm. Excellent wages and benefits. Equal Opportunity Employer. Send resume with salary requirements. Full time and part time positions available. Will train the right person. Call for appointment. Experience preferred but not necessary. Must have reliable transportation. Competitive salary, health insurance, paid vacation, 401K plan. Growing company seeks motivated individuals. Day and afternoon shifts. Weekends required. Apply in person Monday through Friday 9am to 5pm. Excellent wages and benefits. Equal Opportunity Employer. Send resume with salary requirements. Full time and part time positions available. Will train the right person. Call for appointment. Experience preferred but not necessary. Must have reliable transportation. Competitive salary, health insurance, paid vacation, 401K plan. Growing company seeks motivated individuals. Day and afternoon shifts. Weekends required. Apply in person Monday through Friday 9am to 5pm. Excellent wages and benefits. Equal Opportunity Employer. Send resume with salary requirements. Full time and part time positions available. Will train the right person. Call for appointment. Experience preferred but not necessary. Must have reliable transportation. Competitive salary, health insurance, paid vacation, 401K plan. Growing company seeks motivated individuals. Day and afternoon shifts. Weekends required. Apply in person Monday through Friday 9am to 5pm. Excellent wages and benefits. Equal Opportunity Employer. Send resume with salary requirements. Full time and part time positions available. Will train the right person. Call for appointment. Experience preferred but not necessary. Must have reliable transportation. Competitive salary, health insurance, paid vacation, 401K plan. Growing company seeks motivated individuals. Day and afternoon shifts. Weekends required. Apply in person Monday through Friday 9am to 5pm. Excellent wages and benefits. Equal Opportunity Employer. Send resume with salary requirements. Full time and part time positions available. Will train the right person. Call for appointment. Experience preferred but not necessary. Must have reliable transportation. Competitive salary, health insurance, paid vacation, 401K plan. Growing company seeks motivated individuals. Day and afternoon shifts. Weekends required. Apply in person Monday through Friday 9am to 5pm. Excellent wages and benefits. Equal Opportunity Employer. Send resume with salary requirements. Full time and part time positions available. Will train the right person. Call for appointment. Experience preferred but not necessary. Must have reliable transportation. Competitive salary, health insurance, paid vacation, 401K plan. Growing company seeks motivated individuals. Day and afternoon shifts. Weekends required. Apply in person Monday through Friday 9am to 5pm. Excellent wages and benefits. Equal Opportunity Employer. Send resume with salary requirements. Full time and part time positions available. Will train the right person. Call for appointment. Experience preferred but not necessary. Must have reliable transportation. Competitive salary, health insurance, paid vacation, 401K plan. Growing company seeks motivated individuals. Day and afternoon shifts. Weekends required. Apply in person Monday through Friday 9am to 5pm. Excellent wages and benefits. Equal Opportunity Employer. Send resume with salary requirements. Full time and part time positions available. Will train the right person. Call for appointment. Experience preferred but not necessary. Must have reliable transportation. Competitive salary, health insurance, paid vacation, 401K plan. Growing company seeks motivated individuals. Day and afternoon shifts. Weekends required. Apply in person Monday through Friday 9am to 5pm. Excellent wages and benefits. Equal Opportunity Employer. Send resume with salary requirements. Full time and part time positions available. Will train the right person. Call for appointment. Experience preferred but not necessary. Must have reliable transportation. Competitive salary, health insurance, paid vacation, 401K plan. Growing company seeks motivated individuals. Day and afternoon shifts. Weekends required. Apply in person Monday through Friday 9am to 5pm. Excellent wages and benefits. Equal Opportunity Employer. Send resume with salary requirements. Full time and part time positions available. Will train the right person. Call for appointment. Experience preferred but not necessary. Must have reliable transportation. Competitive salary, health insurance, paid vacation, 401K plan. Growing company seeks motivated individuals. Day and afternoon shifts. Weekends required. Apply in person Monday through Friday 9am to 5pm. Excellent wages and benefits. Equal Opportunity Employer. Send resume with salary requirements. Full time and part time positions available. Will train the right person. Call for appointment. Experience preferred but not necessary. Must have reliable transportation. Competitive salary, health insurance, paid vacation, 401K plan. Growing company seeks motivated individuals. Day and afternoon shifts. Weekends required.: [548, 619, 673, 1223]
- classified-ad: [321, 444, 434, 513]
- classified-ad: [2, 565, 86, 618]
- ad-body: First American Real Estate Tax Service, a leader in the mortgage servicing industry, has an immediate opening for a tax searcher. Great benefits. Call (810) 591-3001. FIRST AMERICAN REAL ESTATE TAX SERVICE, P.O. Box 1280, Livonia MI 48151. An Equal Opportunity Employer: [770, 59, 902, 90]
- ad-body: For suburb retail in Livonia. Full time. Call (313) 525-0033: [677, 449, 761, 462]
- classified-ad: [209, 656, 314, 698]
- ad-body: AFTERNOON SOCIAL WORKER for 24 hour crisis services. Hours 3pm - 11pm. Call 810-858-7766: [677, 245, 761, 264]
- ad-heading: TEACHER ASSISTANT: [793, 151, 879, 161]
- ad-heading: SECURITY: [589, 284, 630, 294]
- classified-ad: [548, 131, 670, 153]
- classified-ad: [441, 352, 541, 403]
- classified-ad: [912, 802, 1009, 845]
- classified-ad: [321, 43, 434, 141]
- ad-body: Several positions open at our new window factory. Excellent opportunity, light assembly, shipping & general clerical. Excellent working conditions. Four 10 hour work days. Apply in person. FASHIONWALL PRODUCTS CO. 28578 Beck Road, Novi: [5, 713, 84, 763]
- ad-heading: TRUCK DRIVER: [918, 412, 1002, 425]
- ad-heading: PAINTER HELPER: [9, 1032, 79, 1042]
- ad-body: Full time position available in Livonia. Call 313-522-1110: [911, 87, 1009, 100]
- classified-ad: [768, 340, 905, 362]
- classified-ad: [548, 600, 670, 616]
- classified-ad: [548, 472, 670, 494]
- ad-heading: SUMMER DAY CAMP COUNSELORS: [679, 778, 759, 797]
- classified-ad: [2, 1052, 86, 1080]
- classified-ad: [548, 497, 670, 513]
- classified-ad: [93, 387, 202, 411]
- classified-ad: [677, 102, 761, 126]
- ad-body: Full time. Call 810-442-9000: [911, 793, 973, 800]
- ad-heading: PRODUCTION FOREMAN: [213, 605, 310, 615]
- ad-body: Experienced. Full time for commercial & industrial roofing. Call 313-326-1500: [441, 765, 542, 778]
- ad-heading: ROOFER: [474, 755, 509, 765]
- classified-column: [677, 11, 764, 1998]
- ad-body: Looking for enthusiastic experienced travel consultants. 30 years leader in the Travel & Tour industry. 2558 Northwestern Hwy, Southfield.: [914, 276, 1006, 301]
- ad-body: Tractor trailer. Driver needed. Call 810-649-1400: [911, 570, 1009, 583]
- ad-body: Applicants should have a minimum of 1 year experience. Call 810-268-9505: [911, 394, 1009, 407]
- ad-body: for Southfield Deli. Good pay. Company benefits. Call (810) 352-7377: [677, 338, 761, 351]
- ad-body: with Michigan's finest cook shop. If you are organized, dependable, and like to cook, we'd like to talk to you. Call Anne (313) 591-1300: [444, 376, 539, 401]
- ad-body: Alpha - The leader in cheap gifts, is looking for experienced Sales Help. Livonia, Sally (810)-1550. Westland, Debbie (313) 427-2200. Call 810-553-1433: [444, 724, 539, 750]
- ad-body: Experienced full time manager with salary/bonus, benefits. Apply at Oakland Mall, 28830 Kingston, Southfield.: [444, 472, 539, 491]
- ad-heading: STOCKROOM WORKERS: [692, 293, 746, 312]
- classified-ad: [768, 674, 905, 698]
- ad-body: Muffler Installers. Call 313-425-0021: [770, 689, 850, 696]
